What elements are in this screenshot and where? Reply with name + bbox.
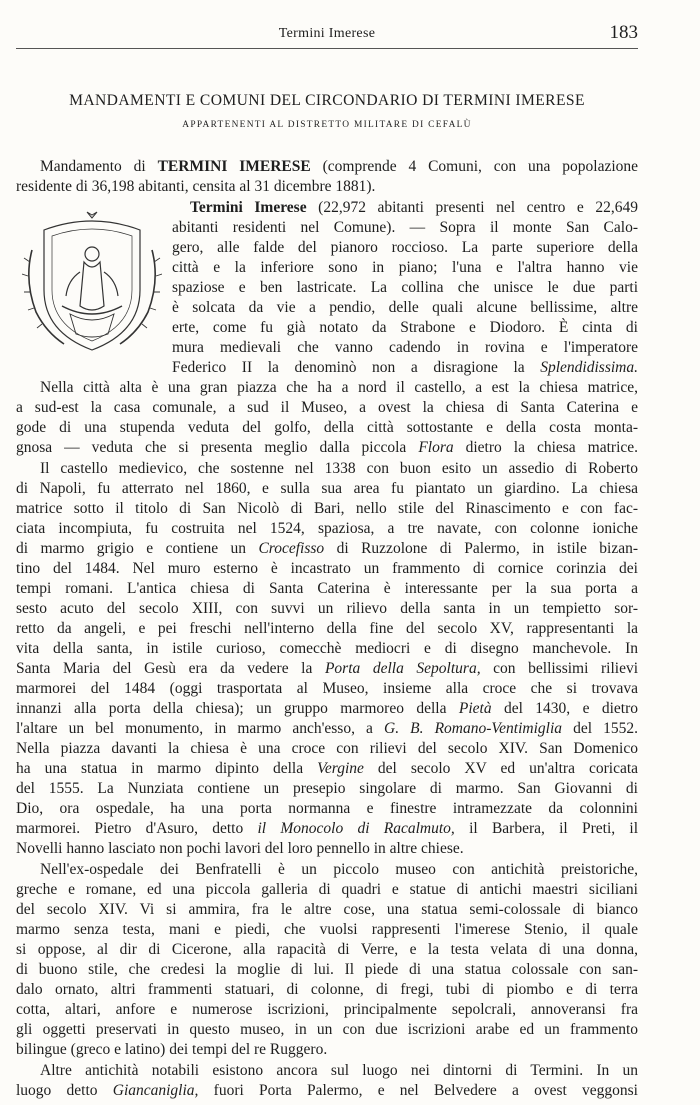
text-line: di marmo grigio e contiene un Crocefisso di Ruzzolone di Palermo, in istile bizan- [16, 540, 639, 557]
text-line: innanzi alla porta della chiesa); un gruppo marmoreo della Pietà del 1430, e dietro [16, 700, 638, 717]
coat-of-arms-icon [22, 210, 162, 358]
text-line: è solcata da vie a pendio, delle quali alcune bellissime, altre [172, 299, 638, 316]
text-line: a sud-est la casa comunale, a sud il Museo, a ovest la chiesa di Santa Caterina e [16, 399, 638, 416]
text-line: sesto acuto del secolo XIII, con suvvi un rilievo della santa in un tempietto sor- [16, 600, 638, 617]
section-title: MANDAMENTI E COMUNI DEL CIRCONDARIO DI TERMINI IMERESE [69, 92, 585, 109]
text-line: matrice sotto il titolo di San Nicolò di Bari, nello stile del Rinascimento e con fac- [16, 500, 638, 517]
text-line: Santa Maria del Gesù era da vedere la Porta della Sepoltura, con bellissimi rilievi [16, 660, 639, 677]
text-line: Termini Imerese (22,972 abitanti presenti nel centro e 22,649 [190, 199, 638, 216]
text-line: si oppose, al dir di Cicerone, alla rapacità di Verre, e la testa velata di una donna, [16, 941, 638, 958]
text-line: cotta, altari, anfore e numerose iscrizioni, principalmente sepolcrali, annoveransi fra [16, 1001, 638, 1018]
text-line: Altre antichità notabili esistono ancora sul luogo nei dintorni di Termini. In un [40, 1062, 638, 1079]
text-line: dalo ornato, altri frammenti statuari, di colonne, di fregi, tubi di piombo e di terra [16, 981, 638, 998]
text-line: città e la inferiore sono in piano; l'una e l'altra hanno vie [172, 259, 638, 276]
text-line: gode di una stupenda veduta del golfo, della città sottostante e della costa monta- [16, 419, 638, 436]
text-line: tempi romani. L'antica chiesa di Santa Caterina è interessante per la sua porta a [16, 580, 638, 597]
text-line: ciata incompiuta, fu costruita nel 1524, spaziosa, a tre navate, con colonne ioniche [16, 520, 638, 537]
text-line: Novelli hanno lasciato non pochi lavori del loro pennello in altre chiese. [16, 840, 464, 857]
text-line: Nell'ex-ospedale dei Benfratelli è un piccolo museo con antichità preistoriche, [40, 861, 638, 878]
text-line: gli oggetti preservati in questo museo, in un con due iscrizioni arabe ed un frammento [16, 1021, 638, 1038]
place-name: Termini Imerese [190, 199, 307, 216]
text-line: abitanti residenti nel Comune). — Sopra il monte San Calo- [172, 219, 638, 236]
text-line: gero, alle falde del pianoro roccioso. La parte superiore della [172, 239, 638, 256]
text-line: del secolo XIV. Vi si ammira, fra le altre cose, una statua semi-colossale di bianco [16, 901, 638, 918]
text-line: mura medievali che vanno cadendo in rovina e l'imperatore [172, 339, 638, 356]
text-line: Mandamento di TERMINI IMERESE (comprende 4 Comuni, con una popolazione [40, 158, 639, 175]
text-line: vita della santa, in istile curioso, comecchè mediocri e di disegno manchevole. In [16, 640, 638, 657]
section-subtitle: APPARTENENTI AL DISTRETTO MILITARE DI CEFALÙ [182, 120, 472, 130]
text-line: del 1555. La Nunziata contiene un presepio singolare di marmo. San Giovanni di [16, 780, 638, 797]
text-line: tino del 1484. Nel muro esterno è incastrato un frammento di cornice corinzia dei [16, 560, 638, 577]
text-line: Dio, ora ospedale, ha una porta normanna e finestre intramezzate da colonnini [16, 800, 638, 817]
page-header [16, 24, 638, 49]
text-line: greche e romane, ed una piccola galleria di quadri e statue di antichi maestri siciliani [16, 881, 638, 898]
text-line: residente di 36,198 abitanti, censita al 31 dicembre 1881). [16, 178, 376, 195]
text-line: gnosa — veduta che si presenta meglio dalla piccola Flora dietro la chiesa matrice. [16, 439, 639, 456]
text-line: marmorei. Pietro d'Asuro, detto il Monocolo di Racalmuto, il Barbera, il Preti, il [16, 820, 639, 837]
page-number: 183 [609, 22, 638, 43]
text-line: Federico II la denominò non a disragione la Splendidissima. [172, 359, 638, 376]
text-line: retto da angeli, e pei freschi nell'interno della fine del secolo XV, rappresentanti la [16, 620, 638, 637]
running-title: Termini Imerese [278, 26, 376, 41]
text-line: marmo senza testa, mani e piedi, che vuolsi rappresenti l'imerese Stenio, il quale [16, 921, 638, 938]
text-line: Il castello medievico, che sostenne nel 1338 con buon esito un assedio di Roberto [40, 460, 638, 477]
text-line: l'altare un bel monumento, in marmo anch'esso, a G. B. Romano-Ventimiglia del 1552. [16, 720, 639, 737]
text-line: ha una statua in marmo dipinto della Vergine del secolo XV ed un'altra coricata [16, 760, 639, 777]
text-line: Nella città alta è una gran piazza che ha a nord il castello, a est la chiesa matrice, [40, 379, 638, 396]
text-line: Nella piazza davanti la chiesa è una croce con rilievi del secolo XIV. San Domenico [16, 740, 638, 757]
place-name: TERMINI IMERESE [157, 158, 311, 175]
text-line: spaziose e ben lastricate. La collina che unisce le due parti [172, 279, 638, 296]
text-line: bilingue (greco e latino) dei tempi del re Ruggero. [16, 1041, 328, 1058]
text-line: di Napoli, fu atterrato nel 1860, e sulla sua area fu piantato un giardino. La chiesa [16, 480, 638, 497]
text-line: erte, come fu già notato da Strabone e Diodoro. È cinta di [172, 319, 638, 336]
text-line: di buono stile, che credesi la moglie di lui. Il piede di una statua colossale con san- [16, 961, 638, 978]
text-line: luogo detto Giancaniglia, fuori Porta Palermo, e nel Belvedere a ovest veggonsi [16, 1082, 638, 1099]
text-line: marmorei del 1484 (oggi trasportata al Museo, insieme alla croce che si trovava [16, 680, 638, 697]
